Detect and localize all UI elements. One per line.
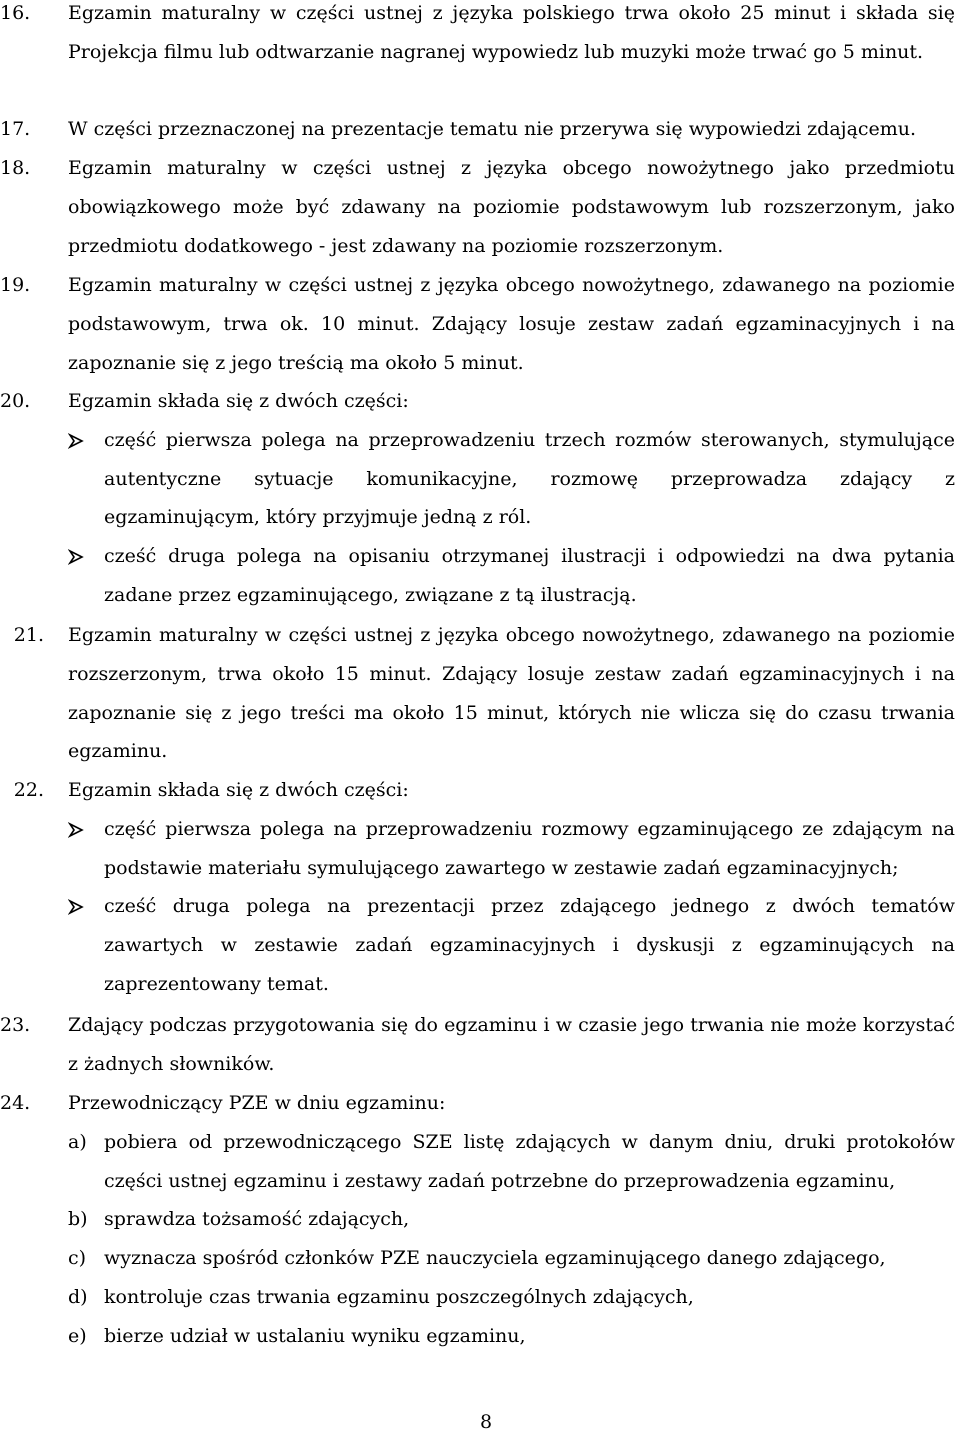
bullet-text: część pierwsza polega na przeprowadzeniu trzech rozmów sterowanych, stymulujące autentyczne sytuacje komunikacyjne, rozmowę przeprowadza zdający z egzaminującym, który przyjmuje jedną z ról.: [104, 428, 955, 529]
list-item-20: [0, 382, 955, 615]
lettered-text: bierze udział w ustalaniu wyniku egzaminu,: [104, 1324, 526, 1347]
item-number: 24.: [0, 1092, 31, 1114]
bullet-item: [104, 810, 955, 888]
item-number: 20.: [0, 390, 31, 412]
lettered-text: pobiera od przewodniczącego SZE listę zdających w danym dniu, druki protokołów części ustnej egzaminu i zestawy zadań potrzebne do przeprowadzenia egzaminu,: [104, 1130, 955, 1192]
item-text: Egzamin maturalny w części ustnej z języka polskiego trwa około 25 minut i składa się Projekcja filmu lub odtwarzanie nagranej wypowiedz lub muzyki może trwać go 5 minut.: [68, 2, 955, 63]
page-number: 8: [479, 1411, 493, 1433]
list-item-17: [0, 110, 955, 149]
item-letter: a): [68, 1130, 87, 1153]
lettered-item-c: [68, 1239, 955, 1278]
item-number: 21.: [13, 624, 44, 646]
bullet-text: cześć druga polega na opisaniu otrzymanej ilustracji i odpowiedzi na dwa pytania zadane przez egzaminującego, związane z tą ilustracją.: [104, 545, 955, 606]
arrowhead-bullet-icon: [68, 887, 92, 926]
lettered-item-a: [68, 1123, 955, 1201]
arrowhead-bullet-icon: [68, 810, 92, 849]
item-number: 16.: [0, 2, 31, 24]
item-text: Egzamin składa się z dwóch części:: [68, 390, 409, 412]
bullet-item: [104, 887, 955, 1003]
item-text: Egzamin maturalny w części ustnej z języka obcego nowożytnego, zdawanego na poziomie rozszerzonym, trwa około 15 minut. Zdający losuje zestaw zadań egzaminacyjnych i na zapoznanie się z jego treści ma około 15 minut, których nie wlicza się do czasu trwania egzaminu.: [68, 624, 955, 763]
list-item-22: [0, 771, 955, 1004]
bullet-text: cześć druga polega na prezentacji przez zdającego jednego z dwóch tematów zawartych w zestawie zadań egzaminacyjnych i dyskusji z egzaminujących na zaprezentowany temat.: [104, 895, 955, 995]
item-number: 19.: [0, 274, 31, 296]
item-number: 17.: [0, 118, 31, 140]
list-item-23: [0, 1006, 955, 1084]
list-item-19: [0, 266, 955, 382]
item-number: 18.: [0, 157, 31, 179]
arrowhead-bullet-icon: [68, 537, 92, 576]
lettered-text: kontroluje czas trwania egzaminu poszczególnych zdających,: [104, 1285, 694, 1308]
lettered-item-d: [68, 1278, 955, 1317]
lettered-item-b: [68, 1200, 955, 1239]
list-item-21: [0, 616, 955, 771]
arrowhead-bullet-icon: [68, 421, 92, 460]
list-item-18: [0, 149, 955, 265]
lettered-text: wyznacza spośród członków PZE nauczyciela egzaminującego danego zdającego,: [104, 1247, 886, 1270]
item-text: W części przeznaczonej na prezentacje tematu nie przerywa się wypowiedzi zdającemu.: [68, 118, 917, 140]
bullet-text: część pierwsza polega na przeprowadzeniu rozmowy egzaminującego ze zdającym na podstawie materiału symulującego zawartego w zestawie zadań egzaminacyjnych;: [104, 817, 955, 879]
bullet-item: [104, 537, 955, 615]
item-text: Egzamin maturalny w części ustnej z języka obcego nowożytnego jako przedmiotu obowiązkowego może być zdawany na poziomie podstawowym lub rozszerzonym, jako przedmiotu dodatkowego - jest zdawany na poziomie rozszerzonym.: [68, 157, 955, 257]
item-text: Egzamin składa się z dwóch części:: [68, 779, 409, 801]
item-text: Przewodniczący PZE w dniu egzaminu:: [68, 1092, 446, 1114]
item-number: 23.: [0, 1014, 31, 1036]
item-text: Zdający podczas przygotowania się do egzaminu i w czasie jego trwania nie może korzystać z żadnych słowników.: [68, 1014, 955, 1075]
bullet-item: [104, 421, 955, 537]
item-letter: e): [68, 1324, 87, 1347]
lettered-text: sprawdza tożsamość zdających,: [104, 1208, 410, 1231]
item-letter: b): [68, 1208, 88, 1231]
lettered-item-e: [68, 1317, 955, 1356]
item-text: Egzamin maturalny w części ustnej z języka obcego nowożytnego, zdawanego na poziomie podstawowym, trwa ok. 10 minut. Zdający losuje zestaw zadań egzaminacyjnych i na zapoznanie się z jego treścią ma około 5 minut.: [68, 274, 955, 374]
item-number: 22.: [13, 779, 44, 801]
item-letter: c): [68, 1247, 87, 1270]
list-item-16: [0, 0, 955, 72]
list-item-24: [0, 1084, 955, 1356]
item-letter: d): [68, 1285, 88, 1308]
